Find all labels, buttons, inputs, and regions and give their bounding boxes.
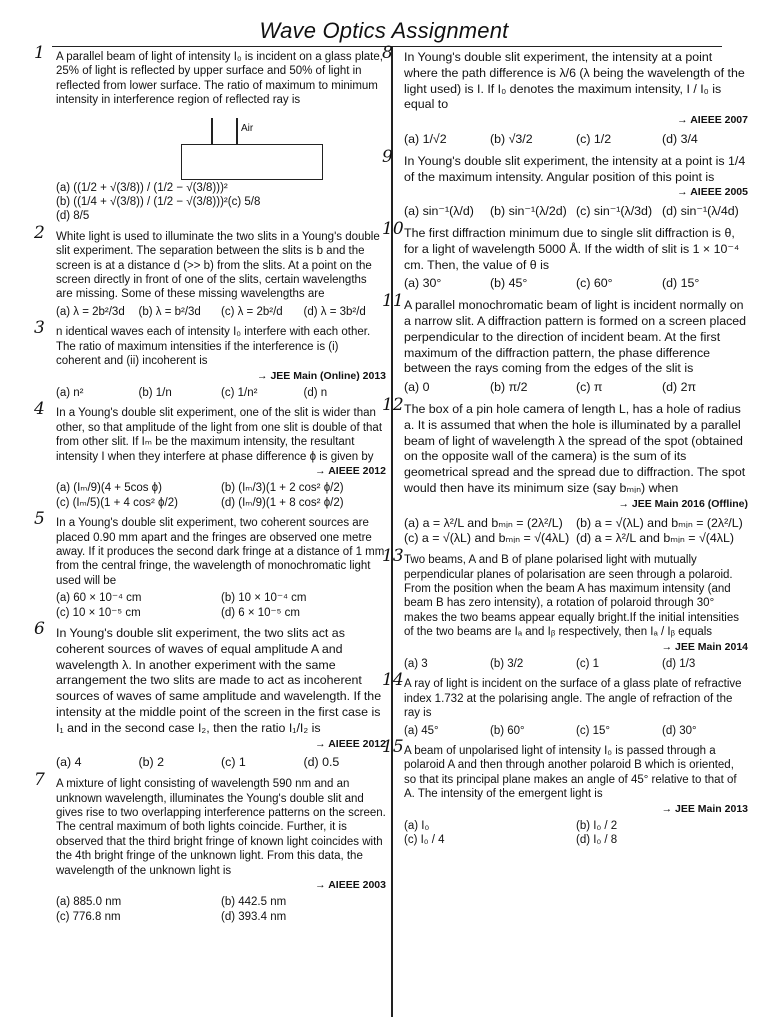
question-text: In Young's double slit experiment, the two slits act as coherent sources of waves of equal amplitude A and wavelength λ. In another experiment with the same arrangement the two slits are made to act as incoherent sources of waves of same amplitude and wavelength. If the intensity at the middle point of the screen in the first case is I₁ and in the second case I₂, then the ratio I₁/I₂ is [56,626,382,735]
question-number: 6 [34,619,45,639]
question-number: 4 [34,399,45,420]
question-text: In a Young's double slit experiment, two coherent sources are placed 0.90 mm apart and the fringes are observed one metre away. If it produces the second dark fringe at a distance of 1 mm from the central fringe, the wavelength of monochromatic light used will be [56,517,385,587]
option: (c) sin⁻¹(λ/3d) [576,204,653,219]
option: (b) I₀ / 2 [576,820,618,833]
question-text: A parallel monochromatic beam of light is incident normally on a narrow slit. A diffraction pattern is formed on a screen placed perpendicular to the direction of incident beam. At the first maximum of the diffraction pattern, the phase difference between the rays coming from the edges of the slit is [404,298,747,376]
option: (a) n² [56,386,84,399]
exam-source: → JEE Main 2014 [661,640,748,653]
option: (d) λ = 3b²/d [303,305,366,318]
left-column [34,43,386,930]
exam-source: → JEE Main 2016 (Offline) [618,497,748,510]
option: (b) a = √(λL) and bₘᵢₙ = (2λ²/L) [576,515,743,530]
option: (a) sin⁻¹(λ/d) [404,204,474,219]
option: (c) 60° [576,276,613,291]
question-number: 5 [34,509,45,530]
option: (c) 15° [576,724,610,737]
option: (c) (Iₘ/5)(1 + 4 cos² ϕ/2) [56,496,178,509]
question-number: 11 [382,291,404,312]
option: (d) I₀ / 8 [576,834,618,847]
question-text: In Young's double slit experiment, the intensity at a point where the path difference is λ/6 (λ being the wavelength of the light used) is I. If I₀ denotes the maximum intensity, I / I₀ is equal to [404,50,745,112]
option: (c) λ = 2b²/d [221,305,283,318]
option: (a) 1/√2 [404,131,447,146]
options [404,380,748,396]
option: (d) a = λ²/L and bₘᵢₙ = √(4λL) [576,531,734,546]
option: (b) 3/2 [490,657,524,670]
option: (b) 60° [490,724,525,737]
question-6 [34,619,386,771]
question-number: 3 [34,318,45,339]
option: (a) 0 [404,380,430,395]
option: (c) 1 [576,657,599,670]
option: (a) 60 × 10⁻⁴ cm [56,592,142,605]
option: (c) a = √(λL) and bₘᵢₙ = √(4λL) [404,531,570,546]
option: (b) sin⁻¹(λ/2d) [490,204,567,219]
question-10 [382,218,748,292]
column-divider [391,47,393,1017]
option: (a) 885.0 nm [56,896,122,909]
option: (b) 45° [490,276,528,291]
options [56,481,386,510]
options [404,819,748,848]
option: (a) 45° [404,724,439,737]
options [404,516,748,548]
question-12 [382,394,748,547]
exam-source: → AIEEE 2012 [315,464,386,477]
question-number: 12 [382,394,404,415]
option: (c) π [576,380,603,395]
option: (b) 1/n [138,386,172,399]
option: (b) √3/2 [490,131,533,146]
option: (c) 776.8 nm [56,910,121,923]
question-text: The first diffraction minimum due to single slit diffraction is θ, for a light of wavelength 5000 Å. If the width of slit is 1 × 10⁻⁴ cm. Then, the value of θ is [404,225,740,272]
options [404,276,748,292]
right-column [382,43,748,854]
option: (d) n [303,386,328,399]
question-9 [382,146,748,220]
question-text: Two beams, A and B of plane polarised light with mutually perpendicular planes of polarisation are seen through a polaroid. From the position when the beam A has maximum intensity (and beam B has zero intensity), a rotation of polaroid through 30° makes the two beams appear equally bright.If the initial intensities of the two beams are Iₐ and Iᵦ respectively, then Iₐ / Iᵦ equals [404,554,739,639]
question-7 [34,770,386,924]
question-text: A parallel beam of light of intensity I₀ is incident on a glass plate, 25% of light is reflected by upper surface and 50% of light in reflected from lower surface. The ratio of maximum to minimum intensity in interference region of reflected ray is [56,51,383,107]
option: (d) 0.5 [303,755,340,770]
option: (a) a = λ²/L and bₘᵢₙ = (2λ²/L) [404,515,563,530]
question-text: The box of a pin hole camera of length L, has a hole of radius a. It is assumed that when the hole is illuminated by a parallel beam of light of wavelength λ the spread of the spot (obtained on the opposite wall of the camera) is the sum of its geometrical spread and the spread due to diffraction. The spot would then have its minimum size (say bₘᵢₙ) when [404,401,746,495]
option: (d) 6 × 10⁻⁵ cm [221,606,300,619]
exam-source: → JEE Main (Online) 2013 [257,369,386,382]
option: (c) 10 × 10⁻⁵ cm [56,606,141,619]
air-label: Air [241,122,254,134]
question-text: A beam of unpolarised light of intensity I₀ is passed through a polaroid A and then through another polaroid B which is oriented, so that its principal plane makes an angle of 45° relative to that of A. The intensity of the emergent light is [404,744,737,801]
exam-source: → AIEEE 2012 [315,737,386,750]
option: (b) 2 [138,755,164,770]
option: (d) 15° [662,276,700,291]
question-number: 9 [382,146,393,167]
options [404,132,748,148]
question-2 [34,222,386,319]
option: (b) π/2 [490,380,528,395]
option: (b) 442.5 nm [221,896,287,909]
option: (a) 30° [404,276,442,291]
option: (d) 3/4 [662,131,698,146]
exam-source: → AIEEE 2003 [315,879,386,892]
glass-plate-figure [56,112,386,178]
option: (d) 30° [662,724,697,737]
question-8 [382,43,748,148]
question-text: n identical waves each of intensity I₀ interfere with each other. The ratio of maximum intensities if the interference is (i) coherent and (ii) incoherent is [56,326,371,368]
exam-source: → JEE Main 2013 [661,802,748,815]
option: (c) I₀ / 4 [404,834,445,847]
question-5 [34,509,386,620]
question-number: 15 [382,736,404,757]
options [404,657,748,671]
incident-ray [211,118,213,144]
option: (b) 10 × 10⁻⁴ cm [221,592,307,605]
option: (a) (Iₘ/9)(4 + 5cos ϕ) [56,482,162,495]
question-13 [382,546,748,671]
options [56,755,386,771]
options [56,386,386,400]
question-number: 7 [34,770,45,791]
exam-source: → AIEEE 2007 [677,114,748,127]
option: (d) 8/5 [56,210,90,223]
options [404,724,748,738]
option: (a) 4 [56,755,82,770]
option: (a) I₀ [404,820,430,833]
option: (a) λ = 2b²/3d [56,305,125,318]
question-number: 14 [382,670,404,691]
question-text: A mixture of light consisting of wavelength 590 nm and an unknown wavelength, illuminates the Young's double slit and gives rise to two overlapping interference patterns on the screen. The central maximum of both lights coincide. Further, it is observed that the third bright fringe of known light coincides with the 4th bright fringe of the unknown light. From this data, the wavelength of the unknown light is [56,778,386,877]
question-number: 2 [34,222,45,243]
question-text: In a Young's double slit experiment, one of the slit is wider than other, so that amplitude of the light from one slit is double of that from other slit. If Iₘ be the maximum intensity, the resultant intensity I when they interfere at phase difference ϕ is given by [56,407,383,463]
option: (d) 393.4 nm [221,910,287,923]
question-4 [34,399,386,510]
option: (d) sin⁻¹(λ/4d) [662,204,739,219]
option: (d) (Iₘ/9)(1 + 8 cos² ϕ/2) [221,496,344,509]
question-14 [382,670,748,738]
option: (c) 1 [221,755,246,770]
option: (c) 1/n² [221,386,258,399]
question-11 [382,291,748,396]
option: (b) λ = b²/3d [138,305,201,318]
options [56,591,386,620]
page-title: Wave Optics Assignment [259,18,509,43]
exam-source: → AIEEE 2005 [677,186,748,199]
question-number: 13 [382,546,404,567]
question-text: In Young's double slit experiment, the intensity at a point is 1/4 of the maximum intensity. Angular position of this point is [404,153,746,184]
option: (b) ((1/4 + √(3/8)) / (1/2 − √(3/8)))² [56,196,228,209]
option: (c) 1/2 [576,131,612,146]
options [404,204,748,220]
reflected-ray [236,118,238,144]
options [56,895,386,924]
question-text: A ray of light is incident on the surface of a glass plate of refractive index 1.732 at the polarising angle. The angle of refraction of the ray is [404,678,742,720]
question-15 [382,736,748,848]
glass-plate [181,144,323,180]
question-number: 10 [382,218,404,239]
option: (a) ((1/2 + √(3/8)) / (1/2 − √(3/8)))² [56,181,228,194]
options [56,305,386,319]
option: (c) 5/8 [227,196,261,209]
question-number: 8 [382,43,393,63]
options [56,181,386,224]
option: (d) 2π [662,380,697,395]
question-1 [34,43,386,224]
question-text: White light is used to illuminate the two slits in a Young's double slit experiment. The separation between the slits is b and the screen is at a distance d (>> b) from the slits. At a point on the screen directly in front of one of the slits, certain wavelengths are missing. Some of these missing wavelengths are [56,230,380,301]
question-number: 1 [34,43,45,63]
option: (a) 3 [404,657,428,670]
option: (b) (Iₘ/3)(1 + 2 cos² ϕ/2) [221,482,344,495]
question-3 [34,318,386,400]
option: (d) 1/3 [662,657,696,670]
